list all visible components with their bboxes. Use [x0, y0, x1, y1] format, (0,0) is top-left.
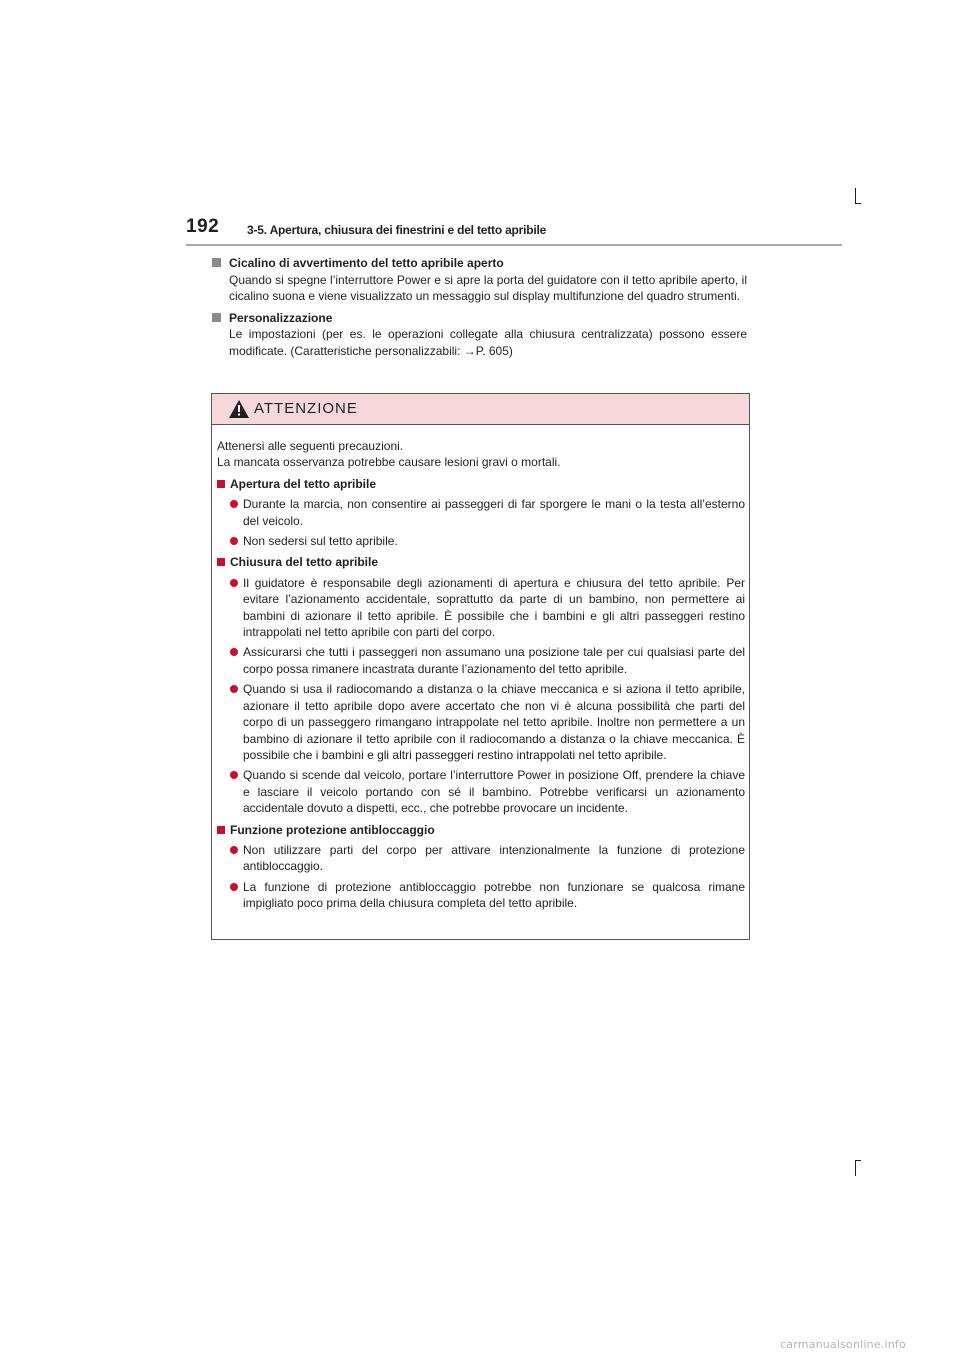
square-bullet-icon — [217, 826, 225, 834]
crop-mark — [855, 203, 861, 204]
warning-bullet-text: Quando si scende dal veicolo, portare l’interruttore Power in posizione Off, prendere la chiave e lasciare il veicolo portando con sé il bambino. Potrebbe verificarsi un azionamento accidentale dovuto a dispetti, ecc., che potrebbe provocare un incidente. — [243, 768, 745, 816]
warning-group-heading-text: Funzione protezione antibloccaggio — [230, 822, 435, 837]
crop-mark — [855, 188, 856, 204]
round-bullet-icon — [230, 648, 238, 656]
warning-bullet — [217, 879, 745, 912]
warning-body — [217, 438, 745, 912]
crop-mark — [855, 1160, 861, 1161]
warning-group-heading — [217, 476, 745, 492]
page-number: 192 — [186, 216, 220, 237]
warning-bullet — [217, 842, 745, 875]
section-paragraph: Le impostazioni (per es. le operazioni collegate alla chiusura centralizzata) possono essere modificate. (Caratteristiche personalizzabili: →P. 605) — [229, 327, 747, 358]
section-title: 3-5. Apertura, chiusura dei finestrini e del tetto apribile — [247, 223, 547, 237]
warning-title: ATTENZIONE — [254, 400, 358, 417]
warning-bullet — [217, 681, 745, 763]
round-bullet-icon — [230, 771, 238, 779]
round-bullet-icon — [230, 537, 238, 545]
warning-intro-line: La mancata osservanza potrebbe causare lesioni gravi o mortali. — [217, 455, 561, 470]
square-bullet-icon — [212, 313, 221, 322]
square-bullet-icon — [217, 480, 225, 488]
warning-bullet-text: Durante la marcia, non consentire ai passeggeri di far sporgere le mani o la testa all’esterno del veicolo. — [243, 497, 745, 528]
warning-box — [211, 393, 750, 940]
section-heading — [212, 255, 747, 272]
page-header — [186, 214, 842, 248]
warning-intro-line: Attenersi alle seguenti precauzioni. — [217, 439, 404, 453]
warning-bullet — [217, 533, 745, 549]
warning-bullet — [217, 644, 745, 677]
warning-group-heading — [217, 554, 745, 570]
warning-bullet — [217, 767, 745, 816]
square-bullet-icon — [217, 558, 225, 566]
warning-bullet-text: Il guidatore è responsabile degli azionamenti di apertura e chiusura del tetto apribile. Per evitare l’azionamento accidentale, soprattutto da parte di un bambino, non permettere ai bambini di azionare il tetto apribile. È possibile che i bambini e gli altri passeggeri restino intrappolati nel tetto apribile con parti del corpo. — [243, 575, 745, 640]
crop-mark — [855, 1160, 856, 1176]
warning-header — [212, 394, 749, 425]
warning-bullet-text: La funzione di protezione antibloccaggio potrebbe non funzionare se qualcosa rimane impigliato poco prima della chiusura completa del tetto apribile. — [243, 879, 745, 911]
warning-triangle-icon — [229, 400, 249, 418]
section-heading — [212, 310, 747, 327]
round-bullet-icon — [230, 883, 238, 891]
round-bullet-icon — [230, 685, 238, 693]
section-heading-text: Personalizzazione — [229, 310, 333, 325]
watermark: carmanualsonline.info — [780, 1338, 906, 1351]
square-bullet-icon — [212, 258, 221, 267]
section-heading-text: Cicalino di avvertimento del tetto apribile aperto — [229, 256, 504, 270]
warning-group-heading-text: Chiusura del tetto apribile — [230, 555, 379, 570]
warning-bullet — [217, 575, 745, 641]
round-bullet-icon — [230, 500, 238, 508]
warning-bullet-text: Assicurarsi che tutti i passeggeri non assumano una posizione tale per cui qualsiasi parte del corpo possa rimanere incastrata durante l’azionamento del tetto apribile. — [243, 645, 745, 676]
section-paragraph: Quando si spegne l’interruttore Power e si apre la porta del guidatore con il tetto apribile aperto, il cicalino suona e viene visualizzato un messaggio sul display multifunzione del quadro strumenti. — [229, 272, 747, 303]
warning-bullet-text: Non sedersi sul tetto apribile. — [243, 534, 398, 549]
warning-group-heading — [217, 822, 745, 838]
round-bullet-icon — [230, 579, 238, 587]
warning-bullet-text: Non utilizzare parti del corpo per attivare intenzionalmente la funzione di protezione antibloccaggio. — [243, 842, 745, 874]
warning-bullet-text: Quando si usa il radiocomando a distanza o la chiave meccanica e si aziona il tetto apribile, azionare il tetto apribile dopo avere accertato che non vi è alcuna possibilità che parti del corpo di un passeggero rimangano intrappolate nel tetto apribile. Inoltre non permettere a un bambino di azionare il tetto apribile con il radiocomando a distanza o la chiave meccanica. È possibile che i bambini e gli altri passeggeri restino intrappolati nel tetto apribile. — [243, 682, 745, 762]
warning-bullet — [217, 496, 745, 529]
round-bullet-icon — [230, 846, 238, 854]
header-rule — [186, 244, 842, 246]
main-content — [212, 255, 747, 364]
warning-group-heading-text: Apertura del tetto apribile — [230, 476, 377, 491]
